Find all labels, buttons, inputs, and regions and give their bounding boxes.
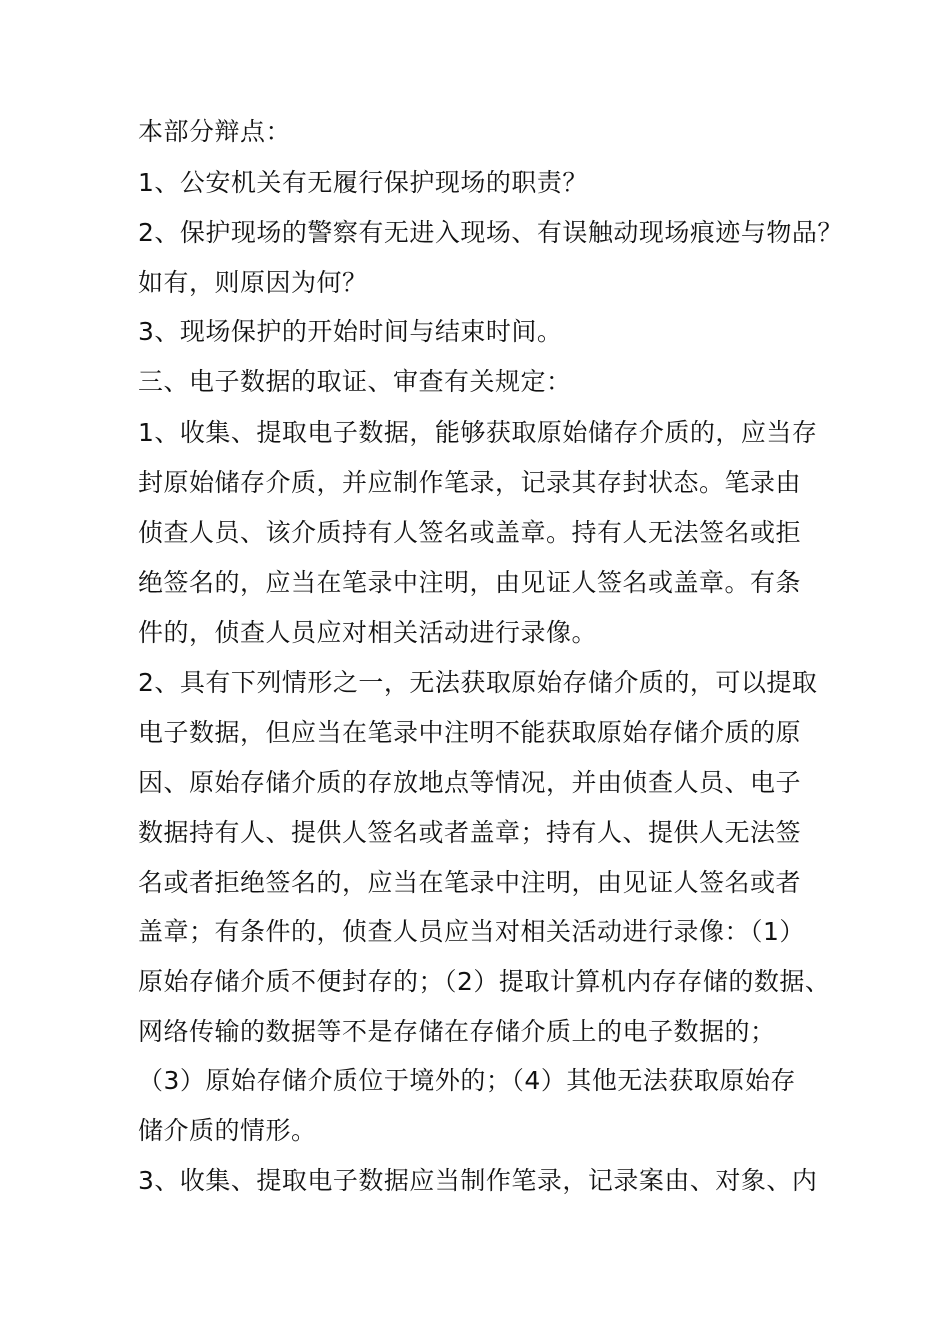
paragraph-line: 电子数据，但应当在笔录中注明不能获取原始存储介质的原 xyxy=(138,718,802,747)
debate-point-2-continued: 如有，则原因为何？ xyxy=(138,268,368,297)
paragraph-line: 3、收集、提取电子数据应当制作笔录，记录案由、对象、内 xyxy=(138,1166,818,1195)
debate-point-2: 2、保护现场的警察有无进入现场、有误触动现场痕迹与物品？ xyxy=(138,218,843,247)
paragraph-line: 名或者拒绝签名的，应当在笔录中注明，由见证人签名或者 xyxy=(138,868,802,897)
paragraph-line: 网络传输的数据等不是存储在存储介质上的电子数据的； xyxy=(138,1017,776,1046)
paragraph-line: 储介质的情形。 xyxy=(138,1116,317,1145)
paragraph-line: 绝签名的，应当在笔录中注明，由见证人签名或盖章。有条 xyxy=(138,568,802,597)
paragraph-line: 因、原始存储介质的存放地点等情况，并由侦查人员、电子 xyxy=(138,768,802,797)
paragraph-line: 侦查人员、该介质持有人签名或盖章。持有人无法签名或拒 xyxy=(138,518,802,547)
section-heading-electronic-data: 三、电子数据的取证、审查有关规定： xyxy=(138,367,572,396)
debate-point-3: 3、现场保护的开始时间与结束时间。 xyxy=(138,317,563,346)
paragraph-line: 2、具有下列情形之一，无法获取原始存储介质的，可以提取 xyxy=(138,668,818,697)
debate-point-1: 1、公安机关有无履行保护现场的职责？ xyxy=(138,168,588,197)
paragraph-line: 数据持有人、提供人签名或者盖章；持有人、提供人无法签 xyxy=(138,818,802,847)
paragraph-line: 原始存储介质不便封存的；（2）提取计算机内存存储的数据、 xyxy=(138,967,831,996)
paragraph-line: 盖章；有条件的，侦查人员应当对相关活动进行录像：（1） xyxy=(138,917,805,946)
section-heading-debate-points: 本部分辩点： xyxy=(138,117,292,146)
paragraph-line: （3）原始存储介质位于境外的；（4）其他无法获取原始存 xyxy=(138,1066,796,1095)
paragraph-line: 件的，侦查人员应对相关活动进行录像。 xyxy=(138,618,598,647)
paragraph-line: 1、收集、提取电子数据，能够获取原始储存介质的，应当存 xyxy=(138,418,818,447)
paragraph-line: 封原始储存介质，并应制作笔录，记录其存封状态。笔录由 xyxy=(138,468,802,497)
